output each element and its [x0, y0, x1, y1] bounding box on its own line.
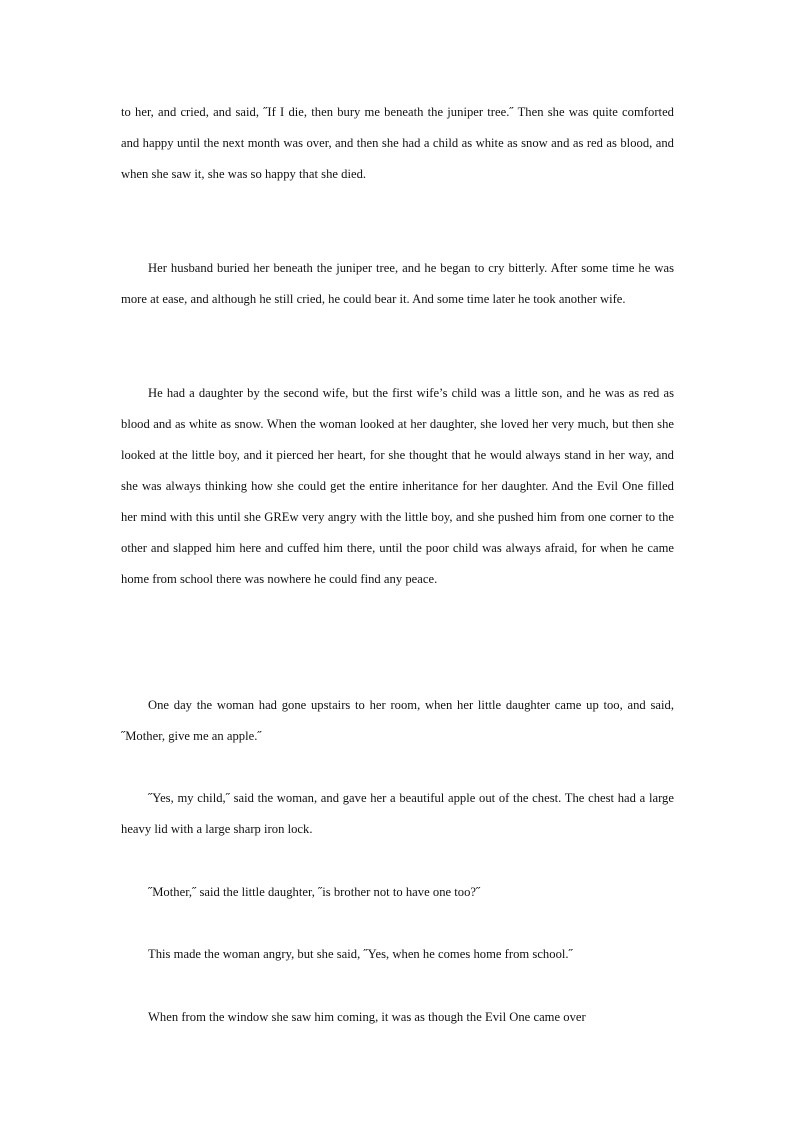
paragraph-3: He had a daughter by the second wife, but the first wife’s child was a little son, and he was as red as blood and as white as snow. When the woman looked at her daughter, she loved her very much, but then she looked at the little boy, and it pierced her heart, for she thought that he would always stand in her way, and she was always thinking how she could get the entire inheritance for her daughter. And the Evil One filled her mind with this until she GREw very angry with the little boy, and she pushed him from one corner to the other and slapped him here and cuffed him there, until the poor child was always afraid, for when he came home from school there was nowhere he could find any peace. [121, 386, 674, 586]
paragraph-2: Her husband buried her beneath the juniper tree, and he began to cry bitterly. After some time he was more at ease, and although he still cried, he could bear it. And some time later he took another wife. [121, 261, 674, 306]
paragraph-1: to her, and cried, and said, ˝If I die, then bury me beneath the juniper tree.˝ Then she was quite comforted and happy until the next month was over, and then she had a child as white as snow and as red as blood, and when she saw it, she was so happy that she died. [121, 105, 674, 181]
paragraph-6: ˝Mother,˝ said the little daughter, ˝is brother not to have one too?˝ [148, 885, 481, 899]
paragraph-5: ˝Yes, my child,˝ said the woman, and gave her a beautiful apple out of the chest. The chest had a large heavy lid with a large sharp iron lock. [121, 791, 674, 836]
paragraph-8: When from the window she saw him coming, it was as though the Evil One came over [148, 1010, 586, 1024]
paragraph-4: One day the woman had gone upstairs to her room, when her little daughter came up too, and said, ˝Mother, give me an apple.˝ [121, 698, 674, 743]
paragraph-7: This made the woman angry, but she said, ˝Yes, when he comes home from school.˝ [148, 947, 573, 961]
